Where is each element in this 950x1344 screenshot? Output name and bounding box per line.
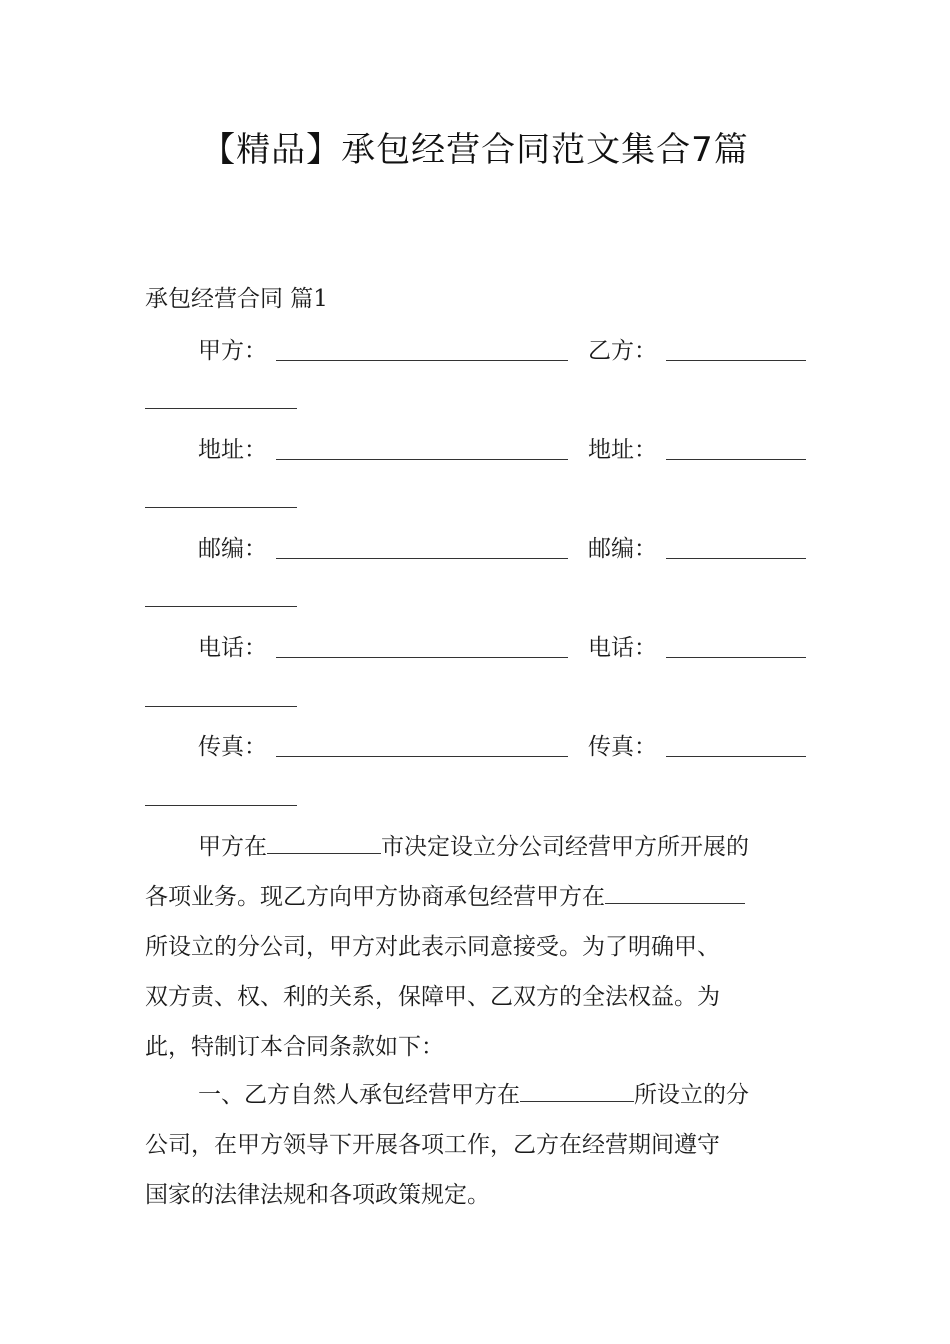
paragraph-line	[145, 1070, 807, 1120]
fax-b-blank-continuation	[145, 805, 297, 806]
party-b-label: 乙方：	[588, 338, 657, 364]
address-b-blank	[666, 459, 806, 460]
document-title: 【精品】承包经营合同范文集合7篇	[201, 130, 749, 170]
field-row-address	[198, 433, 808, 467]
field-row-fax	[198, 730, 808, 764]
paragraph-text: 所设立的分	[634, 1082, 749, 1108]
party-a-label: 甲方：	[198, 338, 267, 364]
paragraph-line: 此，特制订本合同条款如下：	[145, 1034, 444, 1060]
phone-b-label: 电话：	[588, 635, 657, 661]
paragraph-line	[145, 822, 807, 872]
phone-b-blank-continuation	[145, 706, 297, 707]
address-b-label: 地址：	[588, 437, 657, 463]
paragraph-line: 国家的法律法规和各项政策规定。	[145, 1182, 490, 1208]
location-blank	[605, 881, 745, 904]
paragraph-line	[145, 872, 807, 922]
branch-location-blank	[520, 1079, 634, 1102]
paragraph-text: 各项业务。现乙方向甲方协商承包经营甲方在	[145, 884, 605, 910]
field-row-postcode	[198, 532, 808, 566]
address-a-blank	[276, 459, 568, 460]
phone-b-blank	[666, 657, 806, 658]
fax-b-label: 传真：	[588, 734, 657, 760]
paragraph-line: 所设立的分公司，甲方对此表示同意接受。为了明确甲、	[145, 934, 720, 960]
fax-a-blank	[276, 756, 568, 757]
party-a-blank	[276, 360, 568, 361]
paragraph-line: 公司，在甲方领导下开展各项工作，乙方在经营期间遵守	[145, 1132, 720, 1158]
phone-a-blank	[276, 657, 568, 658]
address-a-label: 地址：	[198, 437, 267, 463]
postcode-b-blank	[666, 558, 806, 559]
paragraph-text: 甲方在	[198, 834, 267, 860]
field-row-phone	[198, 631, 808, 665]
paragraph-intro	[145, 822, 807, 1072]
postcode-b-blank-continuation	[145, 606, 297, 607]
section-heading: 承包经营合同 篇1	[145, 286, 328, 312]
city-blank	[267, 831, 381, 854]
field-row-party	[198, 334, 808, 368]
postcode-b-label: 邮编：	[588, 536, 657, 562]
fax-a-label: 传真：	[198, 734, 267, 760]
postcode-a-label: 邮编：	[198, 536, 267, 562]
party-b-blank	[666, 360, 806, 361]
phone-a-label: 电话：	[198, 635, 267, 661]
address-b-blank-continuation	[145, 507, 297, 508]
paragraph-text: 市决定设立分公司经营甲方所开展的	[381, 834, 749, 860]
fax-b-blank	[666, 756, 806, 757]
paragraph-line: 双方责、权、利的关系，保障甲、乙双方的全法权益。为	[145, 984, 720, 1010]
clause-one	[145, 1070, 807, 1220]
paragraph-text: 一、乙方自然人承包经营甲方在	[198, 1082, 520, 1108]
party-b-blank-continuation	[145, 408, 297, 409]
postcode-a-blank	[276, 558, 568, 559]
